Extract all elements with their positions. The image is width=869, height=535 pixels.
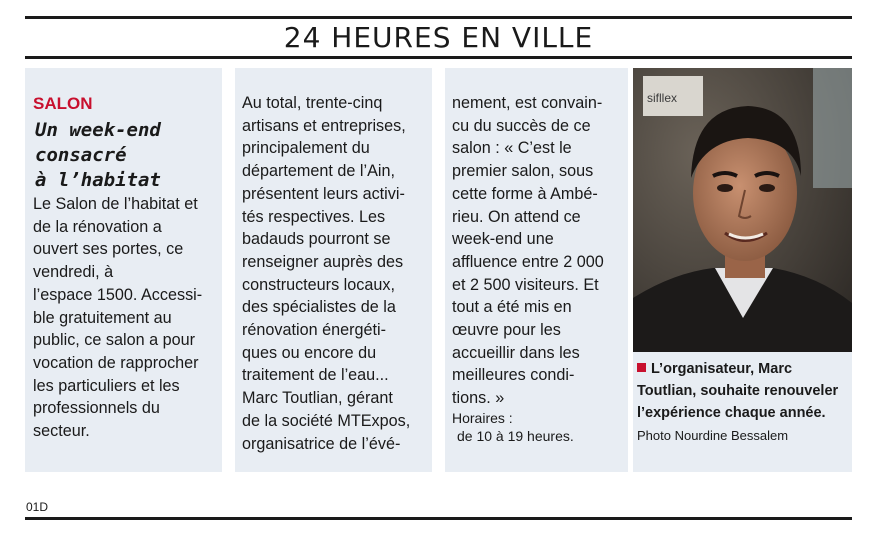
top-rule	[25, 16, 852, 19]
text-line: et 2 500 visiteurs. Et	[452, 275, 599, 294]
article-column-2	[235, 68, 432, 472]
text-line: week-end une	[452, 230, 554, 249]
header-bottom-rule	[25, 56, 852, 59]
text-line: public, ce salon a pour	[33, 331, 195, 350]
sign-text: sifllex	[647, 91, 678, 105]
text-line: nement, est convain-	[452, 94, 603, 112]
hours-label: Horaires :	[452, 409, 513, 426]
text-line: ques ou encore du	[242, 343, 377, 362]
caption-line: l’expérience chaque année.	[637, 405, 826, 421]
text-line: meilleures condi-	[452, 366, 575, 385]
text-line: tions. »	[452, 389, 505, 408]
text-line: ouvert ses portes, ce	[33, 240, 184, 259]
text-line: cu du succès de ce	[452, 116, 591, 135]
text-line: traitement de l’eau...	[242, 366, 389, 385]
text-line: des spécialistes de la	[242, 298, 396, 317]
article-headline	[33, 118, 214, 193]
caption-line: L’organisateur, Marc	[651, 361, 793, 377]
text-line: vendredi, à	[33, 263, 114, 282]
text-line: organisatrice de l’évé-	[242, 434, 401, 453]
text-line: Le Salon de l’habitat et	[33, 195, 198, 213]
headline-line: à l’habitat	[35, 169, 161, 191]
text-line: de la rénovation a	[33, 217, 162, 236]
text-line: œuvre pour les	[452, 321, 561, 340]
text-line: Marc Toutlian, gérant	[242, 389, 393, 408]
text-line: rénovation énergéti-	[242, 321, 386, 340]
article-column-1	[25, 68, 222, 472]
text-line: constructeurs locaux,	[242, 275, 395, 294]
text-line: présentent leurs activi-	[242, 184, 405, 203]
red-square-icon	[637, 363, 646, 372]
text-line: premier salon, sous	[452, 162, 594, 181]
text-line: artisans et entreprises,	[242, 116, 406, 135]
article-lead-text	[33, 193, 214, 443]
text-line: rieu. On attend ce	[452, 207, 581, 226]
text-line: l’espace 1500. Accessi-	[33, 285, 203, 304]
hours-value: de 10 à 19 heures.	[457, 427, 574, 444]
article-kicker: SALON	[33, 94, 93, 113]
text-line: Au total, trente-cinq	[242, 94, 383, 112]
photo-caption	[633, 358, 852, 446]
text-line: secteur.	[33, 422, 90, 441]
text-line: département de l’Ain,	[242, 162, 395, 181]
text-line: principalement du	[242, 139, 370, 158]
section-title: 24 HEURES EN VILLE	[283, 21, 594, 54]
portrait-photo	[633, 68, 852, 352]
text-line: tés respectives. Les	[242, 207, 386, 226]
text-line: badauds pourront se	[242, 230, 391, 249]
article-column-3	[445, 68, 628, 472]
text-line: affluence entre 2 000	[452, 252, 604, 271]
photo-column	[633, 68, 852, 472]
article-body-text	[242, 92, 426, 455]
text-line: accueillir dans les	[452, 343, 580, 362]
text-line: vocation de rapprocher	[33, 353, 199, 372]
text-line: les particuliers et les	[33, 376, 180, 395]
text-line: tout a été mis en	[452, 298, 572, 317]
portrait-illustration	[633, 68, 852, 352]
page-identifier: 01D	[26, 500, 49, 514]
photo-credit: Photo Nourdine Bessalem	[637, 428, 789, 443]
headline-line: Un week-end	[35, 119, 161, 141]
text-line: professionnels du	[33, 399, 160, 418]
caption-line: Toutlian, souhaite renouveler	[637, 383, 839, 399]
text-line: ble gratuitement au	[33, 308, 172, 327]
caption-text	[637, 358, 848, 424]
text-line: cette forme à Ambé-	[452, 184, 598, 203]
article-body-text	[452, 92, 622, 410]
text-line: salon : « C’est le	[452, 139, 572, 158]
bottom-rule	[25, 517, 852, 520]
text-line: de la société MTExpos,	[242, 411, 411, 430]
text-line: renseigner auprès des	[242, 252, 404, 271]
headline-line: consacré	[35, 144, 127, 166]
